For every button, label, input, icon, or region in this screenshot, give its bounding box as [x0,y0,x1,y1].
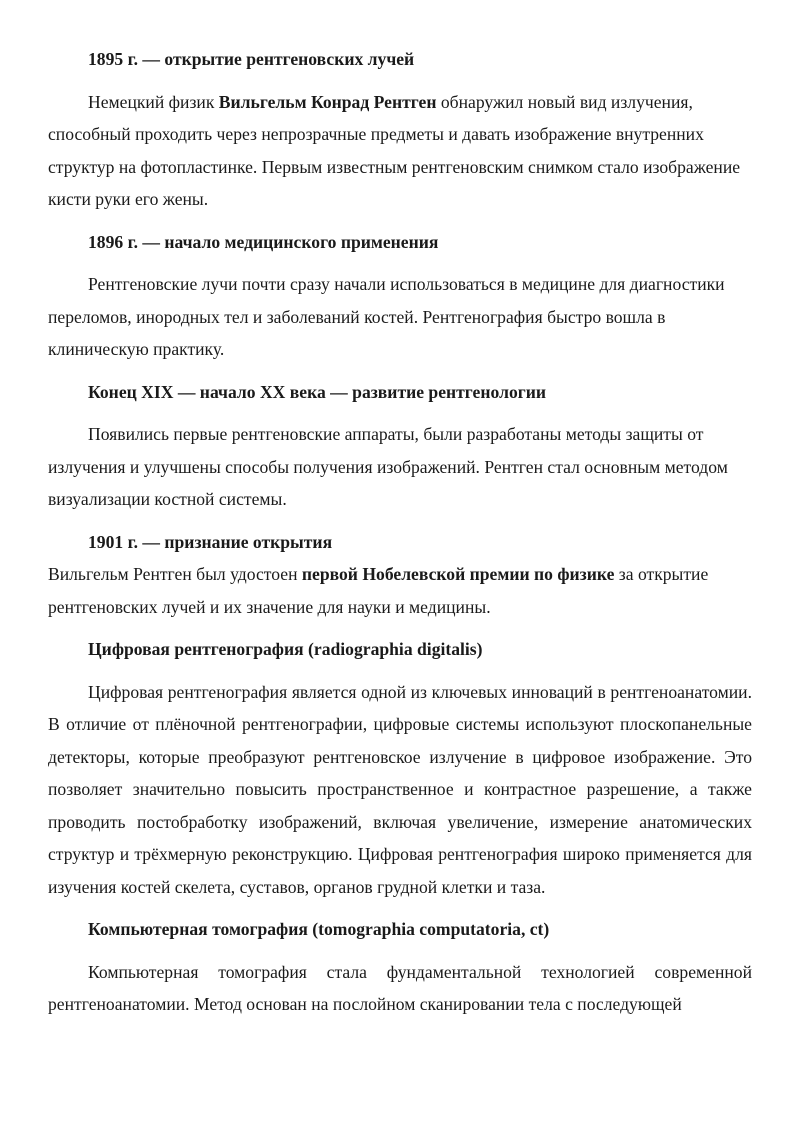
paragraph-text: за открытие рентгеновских лучей и их значение для науки и медицины. [48,564,709,617]
section-heading-1901: 1901 г. — признание открытия [88,531,333,552]
section-heading-computed-tomography: Компьютерная томография (tomographia computatoria, ct) [88,919,550,939]
section-heading-1896: 1896 г. — начало медицинского применения [88,231,439,252]
bold-nobel-prize: первой Нобелевской премии по физике [301,564,615,584]
paragraph-text: Немецкий физик [88,91,219,112]
paragraph-text: Вильгельм Рентген был удостоен [48,564,302,584]
section-heading-digital-radiography: Цифровая рентгенография (radiographia digitalis) [88,639,483,659]
bold-name-roentgen: Вильгельм Конрад Рентген [218,91,437,112]
paragraph-computed-tomography: Компьютерная томография стала фундаментальной технологией современной рентгеноанатомии. Метод основан на послойном сканировании тела с последующей [48,961,752,1014]
section-heading-xix-xx: Конец XIX — начало XX века — развитие рентгенологии [88,381,547,402]
paragraph-digital-radiography: Цифровая рентгенография является одной из ключевых инноваций в рентгеноанатомии. В отличие от плёночной рентгенографии, цифровые системы используют плоскопанельные детекторы, которые преобразуют рентгеновское излучение в цифровое изображение. Это позволяет значительно повысить пространственное и контрастное разрешение, а также проводить постобработку изображений, включая увеличение, измерение анатомических структур и трёхмерную реконструкцию. Цифровая рентгенография широко применяется для изучения костей скелета, суставов, органов грудной клетки и таза. [48,681,752,897]
paragraph-1895 [48,86,752,216]
paragraph-1901 [48,558,752,623]
paragraph-text: обнаружил новый вид излучения, способный проходить через непрозрачные предметы и давать изображение внутренних структур на фотопластинке. Первым известным рентгеновским снимком стало изображение кисти руки его жены. [48,91,741,209]
document-page [48,43,752,1031]
section-heading-1895: 1895 г. — открытие рентгеновских лучей [88,49,415,69]
paragraph-1896: Рентгеновские лучи почти сразу начали использоваться в медицине для диагностики переломов, инородных тел и заболеваний костей. Рентгенография быстро вошла в клиническую практику. [48,274,725,359]
paragraph-xix-xx: Появились первые рентгеновские аппараты, были разработаны методы защиты от излучения и улучшены способы получения изображений. Рентген стал основным методом визуализации костной системы. [48,424,728,509]
